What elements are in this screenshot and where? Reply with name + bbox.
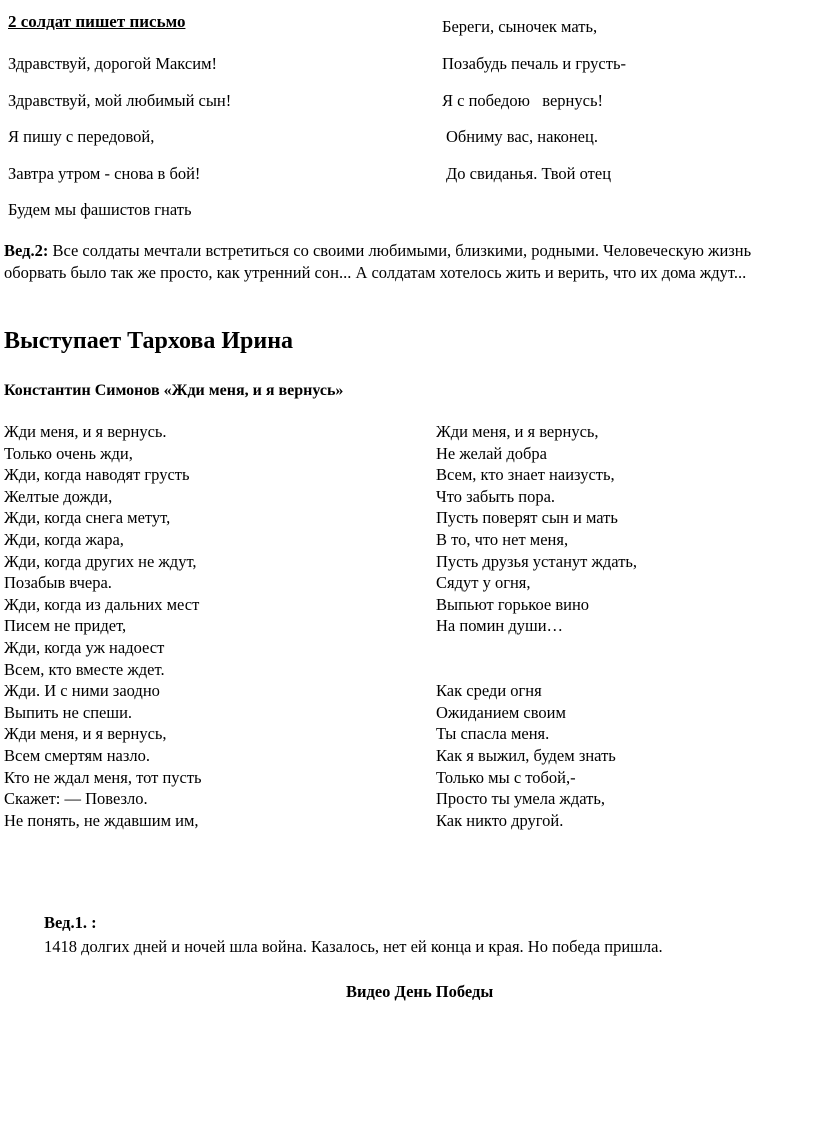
poem-line: Как никто другой. — [436, 810, 564, 830]
letter-left-line: Здравствуй, дорогой Максим! — [8, 54, 218, 73]
ved1-label: Вед.1. : — [44, 913, 97, 932]
poem-line: Жди, когда из дальних мест — [4, 594, 200, 614]
poem-title: Константин Симонов «Жди меня, и я вернусь» — [4, 382, 344, 399]
poem-line: Всем, кто вместе ждет. — [4, 659, 165, 679]
letter-right-line: Я с победою вернусь! — [442, 91, 603, 110]
poem-line: Пусть поверят сын и мать — [436, 508, 618, 528]
poem-line: Желтые дожди, — [4, 486, 113, 506]
stanza-gap — [436, 659, 637, 681]
poem-line: Жди, когда других не ждут, — [4, 551, 197, 571]
poem-line: Жди меня, и я вернусь. — [4, 422, 167, 441]
poem-line: Позабыв вчера. — [4, 573, 112, 593]
poem-right-column — [436, 421, 637, 831]
poem-line: Жди, когда наводят грусть — [4, 465, 190, 485]
letter-left-line: Я пишу с передовой, — [8, 127, 155, 146]
poem-line: Жди, когда жара, — [4, 529, 124, 549]
poem-line: Как среди огня — [436, 681, 542, 701]
performer-title: Выступает Тархова Ирина — [4, 328, 294, 354]
poem-line: Жди меня, и я вернусь, — [436, 422, 599, 441]
poem-left-column — [4, 421, 202, 831]
poem-line: Писем не придет, — [4, 616, 127, 636]
poem-line: Кто не ждал меня, тот пусть — [4, 767, 202, 787]
letter-right-line: Береги, сыночек мать, — [442, 17, 598, 36]
poem-line: Только мы с тобой,- — [436, 767, 576, 787]
letter-right-line: Позабудь печаль и грусть- — [442, 54, 626, 73]
letter-right-line: Обниму вас, наконец. — [446, 127, 598, 146]
poem-line: Всем смертям назло. — [4, 745, 150, 765]
poem-line: Что забыть пора. — [436, 486, 556, 506]
letter-right-line: До свиданья. Твой отец — [446, 164, 612, 183]
poem-line: Как я выжил, будем знать — [436, 745, 616, 765]
poem-line: Всем, кто знает наизусть, — [436, 465, 615, 485]
poem-line: Пусть друзья устанут ждать, — [436, 551, 638, 571]
poem-line: Просто ты умела ждать, — [436, 789, 605, 809]
poem-line: Не желай добра — [436, 443, 547, 463]
ved2-text: Все солдаты мечтали встретиться со своими любимыми, близкими, родными. Человеческую жизнь оборвать было так же просто, как утренний сон... А солдатам хотелось жить и верить, что их дома ждут... — [4, 241, 752, 282]
video-title: Видео День Победы — [346, 982, 494, 1001]
poem-line: Выпить не спеши. — [4, 702, 133, 722]
poem-line: В то, что нет меня, — [436, 529, 569, 549]
poem-line: Жди меня, и я вернусь, — [4, 724, 167, 744]
ved2-label: Вед.2: — [4, 241, 49, 260]
poem-line: Жди, когда снега метут, — [4, 508, 171, 528]
poem-line: Скажет: — Повезло. — [4, 789, 148, 809]
poem-line: Жди, когда уж надоест — [4, 637, 165, 657]
letter-left-line: Завтра утром - снова в бой! — [8, 164, 201, 183]
letter-left-line: Здравствуй, мой любимый сын! — [8, 91, 232, 110]
ved1-text: 1418 долгих дней и ночей шла война. Казалось, нет ей конца и края. Но победа пришла. — [44, 937, 663, 956]
poem-line: Ты спасла меня. — [436, 724, 550, 744]
poem-line: На помин души… — [436, 616, 564, 636]
poem-line: Выпьют горькое вино — [436, 594, 590, 614]
poem-line: Не понять, не ждавшим им, — [4, 810, 199, 830]
letter-heading: 2 солдат пишет письмо — [8, 12, 186, 31]
stanza-gap — [436, 637, 637, 659]
poem-line: Жди. И с ними заодно — [4, 681, 160, 701]
poem-line: Ожиданием своим — [436, 702, 566, 722]
ved2-paragraph — [4, 240, 810, 283]
poem-line: Только очень жди, — [4, 443, 133, 463]
poem-line: Сядут у огня, — [436, 573, 531, 593]
letter-left-line: Будем мы фашистов гнать — [8, 200, 192, 219]
